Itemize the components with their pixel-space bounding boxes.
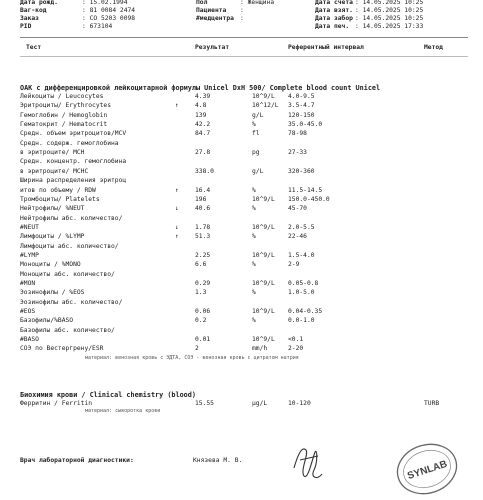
- result-unit: 10^9/L: [252, 308, 275, 316]
- header-divider: [20, 37, 468, 38]
- result-row: [20, 177, 468, 184]
- result-unit: pg: [252, 149, 260, 157]
- test-name: итов по объему / RDW: [20, 186, 96, 194]
- result-value: 338.0: [195, 167, 214, 175]
- result-row: [20, 299, 468, 306]
- col-method-heading: Метод: [424, 44, 443, 51]
- header-label: Дата рожд.: [20, 0, 58, 6]
- test-name: Средн. содерж. гемоглобина: [20, 139, 119, 147]
- reference-range: 10-120: [288, 400, 311, 407]
- reference-range: 0.04-0.35: [288, 308, 323, 316]
- test-name: СОЭ по Вестергрену/ESR: [20, 345, 104, 353]
- result-row: [20, 224, 468, 231]
- reference-range: 150.0-450.0: [288, 195, 330, 203]
- result-row: [20, 243, 468, 250]
- abnormal-flag: ↑: [175, 186, 179, 194]
- svg-text:SYNLAB: SYNLAB: [406, 458, 449, 483]
- result-unit: %: [252, 317, 256, 325]
- abnormal-flag: ↓: [175, 223, 179, 231]
- result-unit: %: [252, 289, 256, 297]
- result-row: [20, 93, 468, 100]
- result-unit: 10^9/L: [252, 93, 275, 100]
- test-name: Гематокрит / Hematocrit: [20, 121, 108, 129]
- result-value: 0.2: [195, 317, 207, 325]
- result-unit: 10^9/L: [252, 195, 275, 203]
- result-row: [20, 345, 468, 352]
- test-name: Эозинофилы абс. количество/: [20, 298, 123, 306]
- cbc-section-title: ОАК с дифференцировкой лейкоцитарной формулы Unicel DxH 500/ Complete blood count Unicel: [20, 84, 381, 92]
- test-name: Средн. объем эритроцитов/MCV: [20, 130, 127, 138]
- reference-range: 22-46: [288, 233, 307, 241]
- result-value: 4.8: [195, 102, 207, 110]
- test-name: Лимфоциты / %LYMP: [20, 233, 85, 241]
- result-unit: %: [252, 121, 256, 129]
- result-row: [20, 252, 468, 259]
- doctor-label: Врач лабораторной диагностики:: [20, 457, 134, 464]
- result-row: [20, 158, 468, 165]
- result-value: 0.06: [195, 308, 211, 316]
- result-value: 42.2: [195, 121, 211, 129]
- result-row: [20, 261, 468, 268]
- header-label: Дата счета: [315, 0, 353, 6]
- col-result-heading: Результат: [195, 44, 230, 51]
- result-unit: 10^9/L: [252, 251, 275, 259]
- result-row: [20, 102, 468, 109]
- header-value: : 14.05.2025 10:25: [355, 0, 424, 6]
- result-unit: μg/L: [252, 400, 268, 407]
- reference-range: <0.1: [288, 336, 304, 344]
- result-row: [20, 149, 468, 156]
- test-name: Лейкоциты / Leucocytes: [20, 93, 104, 100]
- header-value: :: [240, 7, 244, 14]
- doctor-name: Князева М. В.: [193, 457, 243, 464]
- header-value: : 673104: [82, 23, 113, 30]
- result-value: 4.39: [195, 93, 211, 100]
- col-ref-heading: Референтный интервал: [288, 44, 364, 51]
- result-value: 51.3: [195, 233, 211, 241]
- reference-range: 3.5-4.7: [288, 102, 315, 110]
- cbc-material-note: материал: венозная кровь с ЭДТА, СОЭ - венозная кровь с цитратом натрия: [85, 354, 299, 361]
- header-label: Заказ: [20, 15, 39, 22]
- chemistry-material-note: материал: сыворотка крови: [85, 408, 161, 414]
- result-unit: 10^9/L: [252, 336, 275, 344]
- result-unit: fl: [252, 130, 260, 138]
- result-row: [20, 336, 468, 343]
- header-label: Дата печ.: [315, 23, 350, 30]
- result-row: [20, 196, 468, 203]
- test-name: в эритроците/ MCH: [20, 149, 85, 157]
- test-name: Тромбоциты/ Platelets: [20, 195, 100, 203]
- result-value: 40.6: [195, 205, 211, 213]
- result-value: 2.25: [195, 251, 211, 259]
- result-row: [20, 400, 468, 407]
- result-row: [20, 308, 468, 315]
- abnormal-flag: ↓: [175, 205, 179, 213]
- result-value: 15.55: [195, 400, 214, 407]
- header-value: : 14.05.2025 10:25: [355, 7, 424, 14]
- header-value: :: [240, 15, 244, 22]
- result-row: [20, 140, 468, 147]
- test-name: Ширина распределения эритроц: [20, 177, 127, 185]
- result-value: 196: [195, 195, 207, 203]
- header-label: #медцентра: [196, 15, 234, 22]
- columns-divider: [20, 56, 468, 57]
- result-row: [20, 317, 468, 324]
- test-name: #NEUT: [20, 223, 39, 231]
- result-value: 16.4: [195, 186, 211, 194]
- result-value: 27.8: [195, 149, 211, 157]
- result-row: [20, 130, 468, 137]
- header-label: Дата забор: [315, 15, 353, 22]
- reference-range: 45-70: [288, 205, 307, 213]
- header-label: Пол: [196, 0, 208, 6]
- result-row: [20, 233, 468, 240]
- header-value: : 14.05.2025 10:25: [355, 15, 424, 22]
- result-unit: g/L: [252, 167, 264, 175]
- header-value: : 81 0084 2474: [82, 7, 136, 14]
- result-row: [20, 112, 468, 119]
- header-label: Ваг-код: [20, 7, 47, 14]
- test-name: #BASO: [20, 336, 39, 344]
- result-value: 84.7: [195, 130, 211, 138]
- header-value: : 15.02.1994: [82, 0, 128, 6]
- header-value: : Женщина: [240, 0, 275, 6]
- reference-range: 4.0-9.5: [288, 93, 315, 100]
- result-row: [20, 289, 468, 296]
- reference-range: 120-150: [288, 111, 315, 119]
- test-name: Гемоглобин / Hemoglobin: [20, 111, 108, 119]
- result-value: 6.6: [195, 261, 207, 269]
- test-name: Нейтрофилы абс. количество/: [20, 214, 123, 222]
- reference-range: 27-33: [288, 149, 307, 157]
- test-name: Эритроциты/ Erythrocytes: [20, 102, 111, 110]
- result-unit: 10^12/L: [252, 102, 279, 110]
- result-row: [20, 327, 468, 334]
- test-name: Ферритин / Ferritin: [20, 400, 93, 407]
- result-value: 1.3: [195, 289, 207, 297]
- header-label: Пациента: [196, 7, 227, 14]
- result-unit: mm/h: [252, 345, 268, 353]
- result-unit: g/L: [252, 111, 264, 119]
- result-value: 1.78: [195, 223, 211, 231]
- synlab-stamp: [393, 440, 461, 498]
- reference-range: 0.05-0.8: [288, 280, 319, 287]
- test-name: #MON: [20, 280, 36, 287]
- test-name: Лимфоциты абс. количество/: [20, 242, 119, 250]
- reference-range: 2-20: [288, 345, 304, 353]
- test-name: в эритроците/ MCHC: [20, 167, 89, 175]
- result-value: 2: [195, 345, 199, 353]
- abnormal-flag: ↑: [175, 102, 179, 110]
- method: TURB: [424, 400, 440, 407]
- test-name: #LYMP: [20, 251, 39, 259]
- reference-range: 2-9: [288, 261, 300, 269]
- test-name: Средн. концентр. гемоглобина: [20, 158, 127, 166]
- result-value: 0.29: [195, 280, 211, 287]
- test-name: #EOS: [20, 308, 36, 316]
- result-row: [20, 121, 468, 128]
- result-row: [20, 168, 468, 175]
- reference-range: 78-98: [288, 130, 307, 138]
- test-name: Нейтрофилы/ %NEUT: [20, 205, 85, 213]
- result-value: 139: [195, 111, 207, 119]
- result-row: [20, 205, 468, 212]
- header-value: : 14.05.2025 17:33: [355, 23, 424, 30]
- reference-range: 35.0-45.0: [288, 121, 323, 129]
- reference-range: 1.5-4.0: [288, 251, 315, 259]
- test-name: Эозинофилы / %EOS: [20, 289, 85, 297]
- header-label: PID: [20, 23, 32, 30]
- reference-range: 1.0-5.0: [288, 289, 315, 297]
- reference-range: 2.0-5.5: [288, 223, 315, 231]
- test-name: Моноциты / %MONO: [20, 261, 81, 269]
- result-unit: %: [252, 233, 256, 241]
- result-row: [20, 215, 468, 222]
- abnormal-flag: ↑: [175, 233, 179, 241]
- doctor-signature: [288, 440, 328, 484]
- chemistry-section-title: Биохимия крови / Clinical chemistry (blood): [20, 391, 196, 399]
- reference-range: 0.0-1.0: [288, 317, 315, 325]
- result-value: 0.01: [195, 336, 211, 344]
- result-unit: %: [252, 205, 256, 213]
- result-unit: %: [252, 186, 256, 194]
- result-row: [20, 271, 468, 278]
- result-unit: 10^9/L: [252, 223, 275, 231]
- test-name: Базофилы/%BASO: [20, 317, 74, 325]
- reference-range: 11.5-14.5: [288, 186, 323, 194]
- col-test-heading: Тест: [26, 44, 42, 51]
- result-unit: 10^9/L: [252, 280, 275, 287]
- header-label: Дата взят.: [315, 7, 353, 14]
- result-row: [20, 187, 468, 194]
- header-value: : CO 5203 0098: [82, 15, 136, 22]
- reference-range: 320-360: [288, 167, 315, 175]
- result-unit: %: [252, 261, 256, 269]
- test-name: Моноциты абс. количество/: [20, 270, 115, 278]
- test-name: Базофилы абс. количество/: [20, 326, 115, 334]
- result-row: [20, 280, 468, 287]
